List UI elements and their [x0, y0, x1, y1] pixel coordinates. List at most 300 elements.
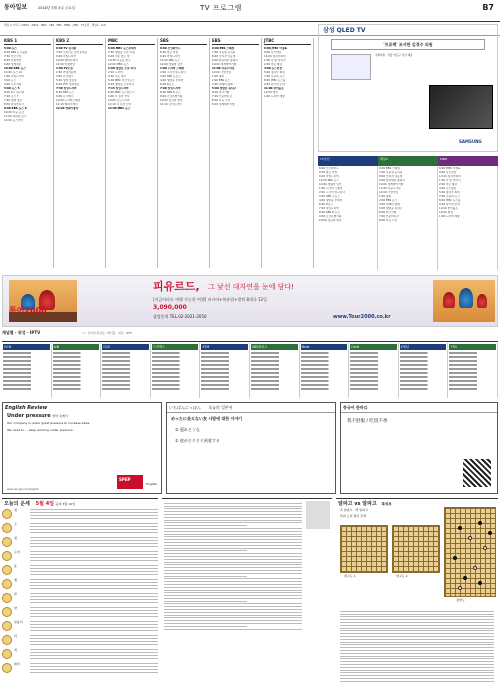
program-line: 9:00 세계테마기행: [212, 103, 235, 106]
article-text-line: [164, 559, 302, 560]
program-line: [152, 388, 199, 390]
go-main-board: [444, 507, 496, 597]
zodiac-text: [30, 523, 158, 533]
go-diagram-1: [340, 525, 388, 573]
program-line: [201, 376, 248, 378]
article-columns: [162, 498, 332, 688]
zodiac-icon: [2, 551, 12, 561]
program-line: 10:30 이웃집 찰스: [108, 59, 131, 62]
cable-channel: [448, 343, 498, 398]
side-column: [318, 166, 378, 270]
channel-column: [262, 38, 314, 268]
program-line: 3:00 SBS 오뉴스: [319, 195, 340, 198]
program-line: 9:00 금요특별기획: [319, 215, 342, 218]
article-text-line: [164, 592, 302, 593]
go-text-line: [340, 642, 494, 643]
white-stone: [473, 566, 477, 570]
program-line: 4:00 생방송 투데이: [160, 79, 184, 82]
program-line: [251, 376, 298, 378]
article-text-line: [164, 525, 247, 526]
program-line: 9:00 기분 좋은 날: [108, 55, 130, 58]
program-line: 11:10 나 혼자 산다: [108, 103, 132, 106]
program-line: [3, 360, 50, 362]
program-line: [152, 352, 199, 354]
tvchosun-head: TV조선: [318, 156, 378, 166]
samsung-label: 국회의원 · 서울 마포구 사진 제공: [375, 53, 413, 57]
program-line: 6:00 한국기행: [212, 91, 230, 94]
channel-column: [210, 38, 262, 268]
program-line: 10:00 드라마스페셜: [56, 99, 81, 102]
program-line: [449, 368, 496, 370]
mbn-head: MBN: [438, 156, 498, 166]
article-text-line: [164, 576, 247, 577]
article-text-line: [164, 564, 302, 565]
article-text-line: [164, 581, 302, 582]
program-line: 6:00 모닝와이드: [160, 47, 181, 50]
program-line: [3, 388, 50, 390]
go-text-line: [340, 661, 494, 662]
program-line: 9:00 금요특별기획: [160, 95, 183, 98]
zodiac-name: 말: [14, 592, 17, 597]
english-title: English Review: [5, 405, 48, 411]
program-line: 6:00 TV 유치원: [56, 47, 77, 50]
program-line: 8:25 아침마당: [4, 59, 22, 62]
program-line: 11:00 SBS 뉴스: [160, 59, 180, 62]
cable-channel-name: YTN: [449, 344, 496, 350]
article-text-line: [164, 536, 302, 537]
program-line: [3, 384, 50, 386]
go-text-line: [340, 636, 494, 637]
article-text-line: [164, 626, 247, 627]
go-text-line: [340, 667, 494, 668]
issue-date: 2018년 5월 4일 금요일: [38, 6, 75, 10]
program-line: 10:00 KBS 뉴스: [4, 67, 26, 70]
travel-offer: [지금이라도 여행 가능한 여행] 러시아+북유럽+발틱 8개국 12일: [153, 297, 267, 302]
zodiac-icon: [2, 593, 12, 603]
zodiac-row: [2, 663, 158, 677]
go-text-line: [340, 633, 494, 634]
zodiac-text: [30, 579, 158, 589]
black-stone: [478, 521, 482, 525]
program-line: 12:00 뉴스 12: [4, 71, 23, 74]
author-photo: [306, 501, 330, 529]
program-line: 5:00 MBC 이브닝뉴스: [108, 79, 135, 82]
program-line: 12:00 생활의 달인: [319, 183, 342, 186]
program-line: 8:00 SBS 8 뉴스: [319, 211, 340, 214]
program-line: 3:00 SBS 오뉴스: [160, 75, 181, 78]
program-line: [102, 352, 149, 354]
cable-channel-name: tvN: [53, 344, 100, 350]
program-line: 7:00 일일드라마: [319, 207, 339, 210]
program-line: [152, 376, 199, 378]
article-text-line: [164, 545, 302, 546]
cable-channel-name: 드라맥스: [152, 344, 199, 350]
article-text-line: [164, 503, 302, 504]
program-line: 6:00 8뉴스: [160, 83, 174, 86]
program-line: 7:00 오늘의 뉴스: [264, 75, 285, 78]
zodiac-name: 범: [14, 536, 17, 541]
cable-channel: [2, 343, 52, 398]
article-text-line: [164, 584, 302, 585]
go-title: 알파고 vs 알파고: [338, 501, 377, 507]
program-line: 6:00 KBS 뉴스광장: [4, 51, 28, 54]
zodiac-icon: [2, 607, 12, 617]
program-line: 11:00 한끼줍쇼: [264, 87, 284, 90]
program-line: 1:00 드라마 재방: [439, 215, 460, 218]
cable-channel: [101, 343, 151, 398]
zodiac-icon: [2, 635, 12, 645]
channel-column: [158, 38, 210, 268]
samsung-brand: SAMSUNG: [459, 139, 482, 144]
horoscope-lunar: 음력 3월 19일: [55, 502, 75, 506]
program-line: [301, 380, 348, 382]
zodiac-name: 개: [14, 648, 17, 653]
program-line: [53, 356, 100, 358]
program-line: 11:00 특파원 보고: [4, 115, 27, 118]
program-line: [350, 364, 397, 366]
program-line: 3:00 세계의 명화: [212, 83, 233, 86]
program-line: [449, 364, 496, 366]
program-line: [3, 352, 50, 354]
go-text-line: [340, 614, 494, 615]
article-text-line: [164, 578, 302, 579]
program-line: [449, 360, 496, 362]
program-line: 6:00 JTBC 아침&: [439, 167, 461, 170]
go-text-line: [340, 644, 494, 645]
go-section: [336, 498, 498, 688]
zodiac-text: [30, 621, 158, 631]
program-line: 9:30 효리네 민박: [439, 203, 460, 206]
program-line: [53, 376, 100, 378]
program-line: 9:00 나 혼자 산다: [108, 95, 130, 98]
program-line: 6:20 생방송 오늘저녁: [108, 83, 134, 86]
program-line: 10:00 정글의 법칙: [319, 219, 342, 222]
program-line: 5:00 정치부 회의: [264, 71, 285, 74]
cable-channel-name: OCN: [3, 344, 50, 350]
program-line: [301, 376, 348, 378]
program-line: 11:00 정치부회의: [264, 55, 286, 58]
program-line: [251, 380, 298, 382]
program-line: 1:00 생방송 오늘 저녁: [108, 67, 136, 70]
white-stone: [483, 546, 487, 550]
program-line: [251, 368, 298, 370]
go-label-3: 장면도: [456, 598, 465, 602]
program-line: 9:00 아침드라마: [56, 55, 76, 58]
program-line: [251, 364, 298, 366]
program-line: [251, 360, 298, 362]
black-stone: [488, 531, 492, 535]
travel-ad-photo-right: [433, 280, 495, 322]
program-line: [400, 376, 447, 378]
article-text-line: [164, 612, 302, 613]
zodiac-icon: [2, 579, 12, 589]
spep-logo: [117, 475, 143, 489]
program-line: 7:00 뉴스 7: [4, 95, 19, 98]
program-line: 11:00 SBS 뉴스: [319, 179, 339, 182]
program-line: 12:00 극한직업: [212, 71, 231, 74]
program-line: 12:20 영화가좋다: [56, 107, 79, 110]
program-line: 5:00 생방송 톡!톡!: [379, 207, 402, 210]
samsung-logo-box: [331, 54, 371, 80]
cable-channel: [349, 343, 399, 398]
program-line: 1:00 드라마 재방: [264, 95, 285, 98]
program-line: [53, 352, 100, 354]
article-text-line: [164, 522, 302, 523]
spep-logo-text: SPEP: [119, 477, 131, 482]
japanese-title-ko: 오늘의 일본어: [208, 405, 233, 410]
program-line: [350, 384, 397, 386]
zodiac-row: [2, 523, 158, 537]
program-line: 6:00 EBS 스페셜: [379, 167, 400, 170]
program-line: 2:00 EBS 뉴스: [212, 79, 231, 82]
program-line: 12:00 극한직업: [379, 191, 398, 194]
program-line: 9:00 사건반장: [264, 51, 282, 54]
article-text-line: [164, 528, 302, 529]
samsung-quote: '프로젝' 조서한 김경수 의원: [331, 39, 485, 50]
section-title: TV 프로그램: [200, 4, 242, 12]
zodiac-text: [30, 649, 158, 659]
program-line: 5:00 뉴스 5: [4, 87, 20, 90]
go-text-line: [340, 639, 494, 640]
program-line: 9:30 효리네 민박: [264, 83, 285, 86]
program-line: [449, 356, 496, 358]
program-line: 12:00 MBC 뉴스: [108, 63, 129, 66]
go-text-line: [340, 670, 494, 671]
english-heading: Under pressure: [7, 413, 51, 420]
program-line: [301, 360, 348, 362]
cable-channel-name: CGV: [102, 344, 149, 350]
program-line: [400, 364, 447, 366]
go-label-1: 참고도 1: [344, 574, 356, 578]
english-subtitle: 압박 속에서: [52, 414, 68, 419]
program-line: [301, 372, 348, 374]
program-line: [53, 380, 100, 382]
cable-channel: [399, 343, 449, 398]
side-column: [378, 166, 438, 270]
program-line: [301, 384, 348, 386]
program-line: 9:00 방귀대장 뿡뿡이: [379, 179, 405, 182]
article-text-line: [164, 601, 247, 602]
go-text-line: [340, 622, 494, 623]
page-header: [0, 0, 500, 22]
program-line: [449, 352, 496, 354]
article-text-line: [164, 556, 302, 557]
go-text-line: [340, 625, 494, 626]
program-line: [53, 384, 100, 386]
program-line: 6:00 한국기행: [379, 211, 397, 214]
zodiac-text: [30, 537, 158, 547]
program-line: [251, 352, 298, 354]
article-text-line: [164, 562, 302, 563]
program-line: 11:00 다큐프라임: [379, 187, 401, 190]
program-line: [449, 384, 496, 386]
zodiac-name: 닭: [14, 634, 17, 639]
article-text-line: [164, 514, 302, 515]
program-line: [152, 372, 199, 374]
program-line: 2:00 그것이 알고싶다: [319, 191, 345, 194]
go-label-2: 참고도 2: [396, 574, 408, 578]
channel-name: KBS 1: [4, 38, 51, 45]
program-line: 2:30 연예가중계: [56, 71, 76, 74]
cable-channel: [300, 343, 350, 398]
program-line: 11:10 나이트라인: [160, 103, 182, 106]
program-line: [301, 368, 348, 370]
program-line: [400, 368, 447, 370]
japanese-box: [166, 402, 336, 494]
zodiac-row: [2, 537, 158, 551]
program-line: 9:00 방귀대장 뿡뿡이: [212, 59, 238, 62]
article-text-line: [164, 520, 302, 521]
tv-product-image: [429, 85, 493, 129]
article-text-line: [164, 553, 302, 554]
program-line: [350, 368, 397, 370]
go-text-line: [340, 650, 494, 651]
program-line: 8:30 좋은 아침: [160, 51, 179, 54]
program-line: [201, 352, 248, 354]
cable-channel: [151, 343, 201, 398]
program-line: [449, 376, 496, 378]
program-line: 11:00 다큐프라임: [212, 67, 235, 70]
program-line: [102, 356, 149, 358]
zodiac-text: [30, 635, 158, 645]
english-link[interactable]: www.dongA.com/english: [7, 487, 39, 491]
program-line: 1:00 명의: [379, 195, 392, 198]
channel-name: SBS: [160, 38, 207, 45]
samsung-ad: [318, 24, 498, 152]
spep-logo-sub: English: [146, 482, 157, 487]
go-text-line: [340, 611, 494, 612]
zodiac-row: [2, 551, 158, 565]
program-line: [201, 368, 248, 370]
program-line: 7:00 인문학특강: [212, 95, 232, 98]
program-line: [3, 364, 50, 366]
program-line: 7:15 일일드라마: [108, 87, 129, 90]
japanese-option-2: ② 遅れそうな: [175, 427, 200, 432]
travel-contact: 상담문의 TEL.02-2021-2050: [153, 314, 207, 319]
program-line: 10:00 해피투게더: [56, 59, 78, 62]
black-stone: [458, 526, 462, 530]
travel-headline: 피유르드,: [153, 280, 200, 293]
japanese-option-1: ① 彼がそろそろ到着する: [175, 438, 220, 443]
zodiac-name: 소: [14, 522, 17, 527]
horoscope-title: 오늘의 운세: [4, 501, 30, 507]
program-line: [251, 356, 298, 358]
cable-channel: [200, 343, 250, 398]
program-line: 6:30 2TV 생생정보: [56, 83, 80, 86]
zodiac-row: [2, 635, 158, 649]
program-line: [350, 388, 397, 390]
program-line: [152, 368, 199, 370]
program-line: [53, 360, 100, 362]
program-line: 1:00 아침드라마: [4, 75, 24, 78]
cable-channel: [250, 343, 300, 398]
program-line: 11:00 정치부회의: [439, 175, 461, 178]
program-line: 12:30 MBC 뉴스: [108, 107, 131, 110]
program-line: 8:30 일일연속극: [4, 103, 24, 106]
article-text-line: [164, 506, 302, 507]
go-text-line: [340, 681, 494, 682]
english-example-1: Our company is under great pressure to increase sales.: [7, 420, 91, 425]
program-line: 1:00 드라마 스페셜: [160, 67, 185, 70]
program-line: [251, 384, 298, 386]
zodiac-row: [2, 509, 158, 523]
article-text-line: [164, 606, 302, 607]
zodiac-row: [2, 579, 158, 593]
program-line: 7:50 일일드라마: [56, 87, 77, 90]
side-column: [438, 166, 498, 270]
program-line: 10:00 세계테마기행: [212, 63, 237, 66]
program-line: 8:30 좋은 아침: [319, 171, 338, 174]
zodiac-icon: [2, 523, 12, 533]
program-line: 2:00 EBS 뉴스: [379, 199, 398, 202]
black-stone: [463, 576, 467, 580]
go-text-line: [340, 653, 494, 654]
channel-guide-strip: 채널 A 가이드 / KBS1 · KBS2 · MBC · SBS · EBS · MBN · JTBC · TV조선 · 채널A · tvN: [0, 22, 500, 36]
program-line: [400, 388, 447, 390]
cable-channel-name: SBS플러스: [251, 344, 298, 350]
program-line: 10:00 다큐 공감: [4, 111, 24, 114]
chinese-box: [340, 402, 498, 494]
program-line: [400, 352, 447, 354]
program-line: [102, 360, 149, 362]
program-line: [449, 372, 496, 374]
program-line: [400, 360, 447, 362]
program-line: 8:00 다큐 시선: [212, 99, 231, 102]
article-text-line: [164, 508, 302, 509]
program-line: [102, 364, 149, 366]
zodiac-icon: [2, 621, 12, 631]
go-text-line: [340, 647, 494, 648]
program-line: [102, 376, 149, 378]
program-line: [400, 372, 447, 374]
program-line: 8:30 KBS 뉴스: [56, 91, 75, 94]
page-number: B7: [482, 3, 494, 12]
program-line: 8:00 모여라 딩동댕: [212, 55, 236, 58]
travel-headline2: 그 낯선 대자연을 눈에 담다!: [208, 283, 295, 291]
program-line: 10:00 금토드라마: [108, 99, 130, 102]
zodiac-name: 원숭이: [14, 620, 23, 625]
program-line: 9:00 KBS 뉴스 9: [4, 107, 27, 110]
zodiac-name: 쥐: [14, 508, 17, 513]
article-text-line: [164, 629, 302, 630]
channel-column: [106, 38, 158, 268]
program-line: 6:00 EBS 스페셜: [212, 47, 235, 50]
program-line: [152, 380, 199, 382]
program-line: 6:00 모닝와이드: [319, 167, 339, 170]
program-line: 9:40 생생정보: [4, 63, 22, 66]
article-text-line: [164, 617, 302, 618]
zodiac-name: 돼지: [14, 662, 20, 667]
go-text-line: [340, 619, 494, 620]
article-text-line: [164, 539, 302, 540]
program-line: 5:00 생방송 톡!톡!: [212, 87, 236, 90]
program-line: 5:00 뉴스: [4, 47, 17, 50]
channel-name: MBC: [108, 38, 155, 45]
program-line: 3:00 세계의 명화: [379, 203, 400, 206]
chinese-body: 我不舒服 / 吃饭不香: [347, 419, 388, 424]
channela-head: 채널A: [378, 156, 438, 166]
zodiac-text: [30, 509, 158, 519]
zodiac-name: 뱀: [14, 578, 17, 583]
go-text-line: [340, 678, 494, 679]
program-line: 9:40 아침드라마: [319, 175, 339, 178]
zodiac-row: [2, 621, 158, 635]
go-text-line: [340, 664, 494, 665]
program-line: [350, 372, 397, 374]
article-text-line: [164, 598, 302, 599]
program-line: 4:00 생방송 투데이: [319, 199, 343, 202]
cable-channel-name: E채널: [400, 344, 447, 350]
